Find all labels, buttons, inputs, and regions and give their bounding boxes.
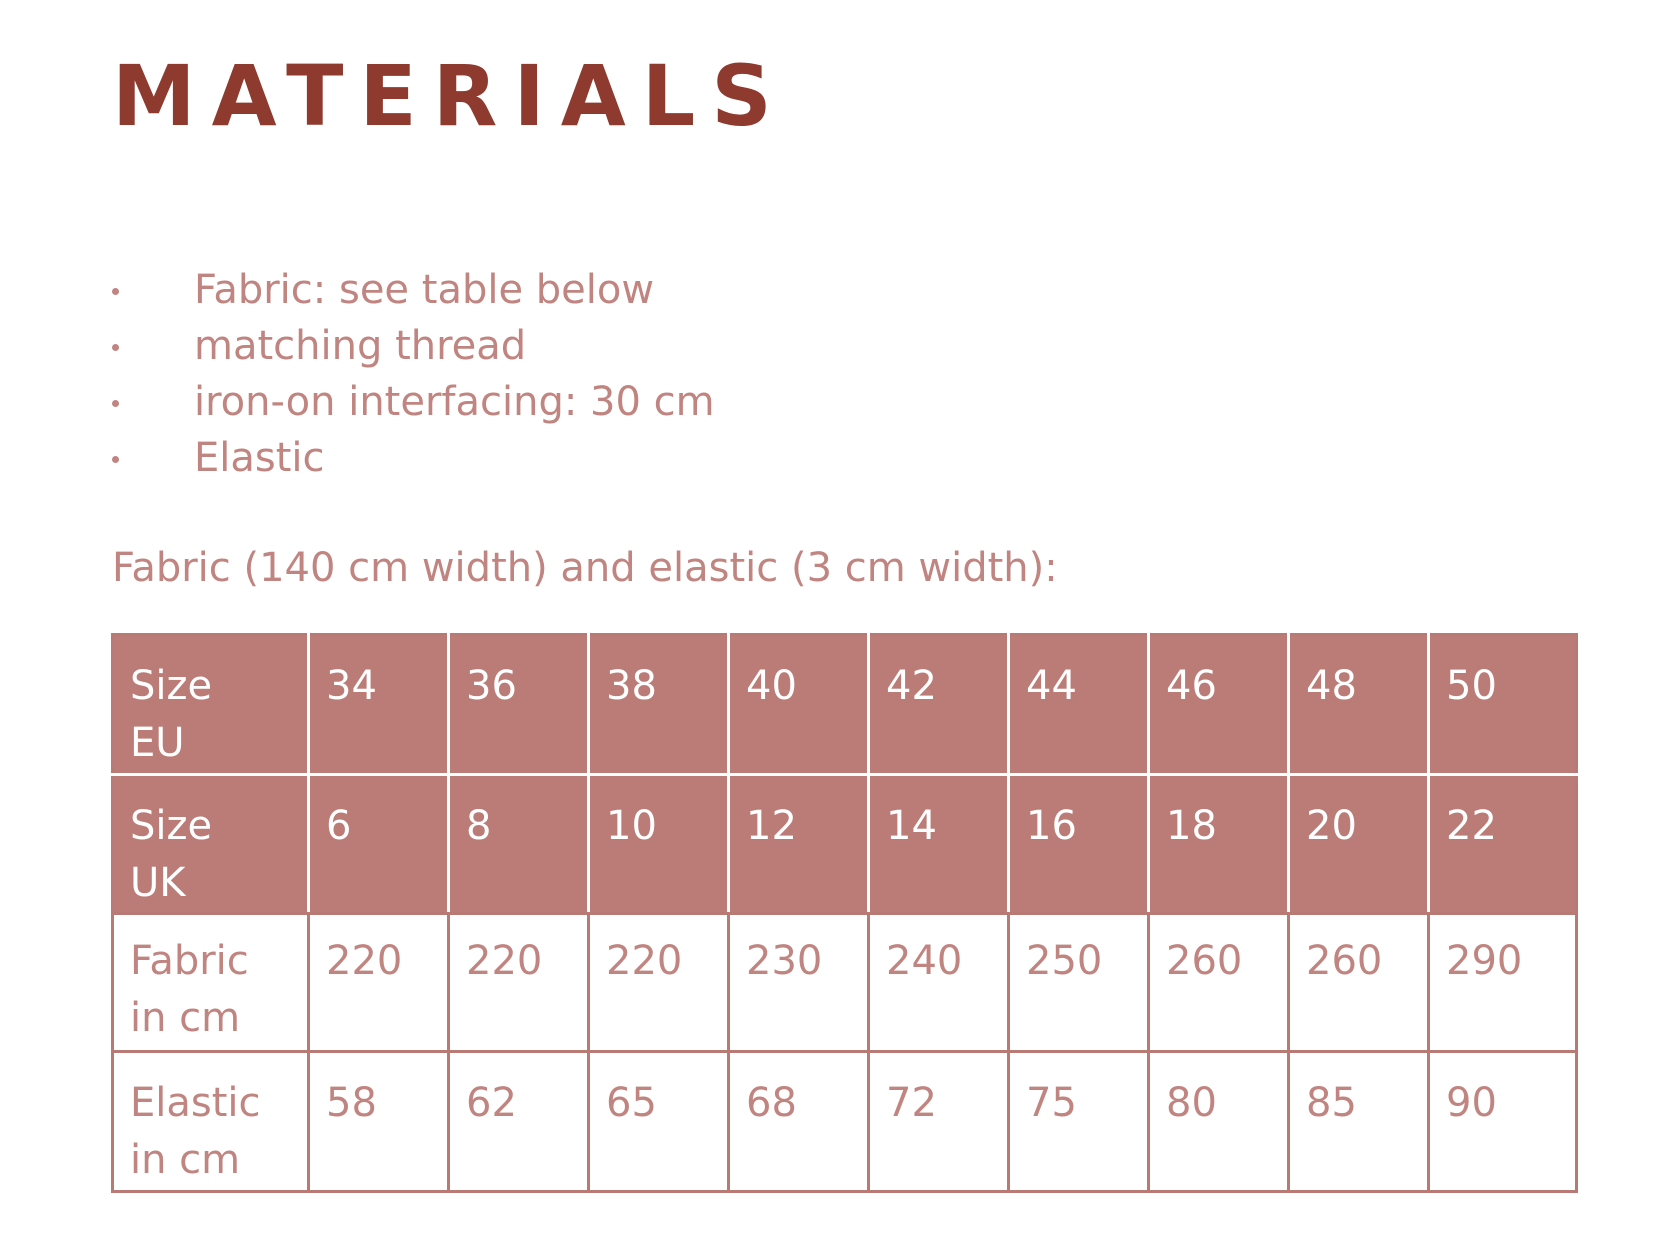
row-header-line: Size — [130, 803, 213, 849]
table-cell: 16 — [1009, 775, 1149, 914]
table-cell: 220 — [449, 914, 589, 1052]
table-cell: 62 — [449, 1052, 589, 1192]
row-header-cell — [113, 775, 309, 914]
table-cell: 72 — [869, 1052, 1009, 1192]
table-cell: 44 — [1009, 635, 1149, 775]
table-cell: 50 — [1429, 635, 1577, 775]
bullet-icon — [112, 400, 119, 407]
size-table — [111, 633, 1578, 1193]
size-table-body — [113, 635, 1577, 1192]
table-cell: 65 — [589, 1052, 729, 1192]
row-header-cell — [113, 914, 309, 1052]
table-cell: 260 — [1149, 914, 1289, 1052]
table-row-elastic — [113, 1052, 1577, 1192]
table-cell: 250 — [1009, 914, 1149, 1052]
list-item — [108, 430, 715, 486]
list-item-text: iron-on interfacing: 30 cm — [194, 379, 715, 425]
table-cell: 68 — [729, 1052, 869, 1192]
table-cell: 38 — [589, 635, 729, 775]
row-header-line: EU — [130, 720, 185, 766]
table-cell: 46 — [1149, 635, 1289, 775]
table-cell: 42 — [869, 635, 1009, 775]
list-item — [108, 374, 715, 430]
table-cell: 48 — [1289, 635, 1429, 775]
table-cell: 36 — [449, 635, 589, 775]
table-cell: 18 — [1149, 775, 1289, 914]
list-item — [108, 262, 715, 318]
table-cell: 6 — [309, 775, 449, 914]
list-item-text: matching thread — [194, 323, 527, 369]
table-cell: 10 — [589, 775, 729, 914]
list-item — [108, 318, 715, 374]
table-cell: 14 — [869, 775, 1009, 914]
row-header-cell — [113, 635, 309, 775]
table-cell: 220 — [309, 914, 449, 1052]
row-header-line: in cm — [130, 995, 241, 1041]
table-row-size-uk — [113, 775, 1577, 914]
row-header-line: Size — [130, 663, 213, 709]
table-cell: 260 — [1289, 914, 1429, 1052]
table-cell: 40 — [729, 635, 869, 775]
table-cell: 90 — [1429, 1052, 1577, 1192]
materials-list — [108, 262, 715, 486]
table-cell: 230 — [729, 914, 869, 1052]
list-item-text: Elastic — [194, 435, 325, 481]
row-header-line: UK — [130, 860, 186, 906]
list-item-text: Fabric: see table below — [194, 267, 655, 313]
row-header-cell — [113, 1052, 309, 1192]
bullet-icon — [112, 288, 119, 295]
table-cell: 290 — [1429, 914, 1577, 1052]
table-cell: 12 — [729, 775, 869, 914]
table-row-fabric — [113, 914, 1577, 1052]
table-cell: 20 — [1289, 775, 1429, 914]
row-header-line: in cm — [130, 1137, 241, 1183]
table-cell: 220 — [589, 914, 729, 1052]
bullet-icon — [112, 456, 119, 463]
table-cell: 85 — [1289, 1052, 1429, 1192]
table-row-size-eu — [113, 635, 1577, 775]
table-cell: 34 — [309, 635, 449, 775]
table-cell: 240 — [869, 914, 1009, 1052]
table-heading: Fabric (140 cm width) and elastic (3 cm width): — [112, 545, 1058, 591]
table-cell: 75 — [1009, 1052, 1149, 1192]
table-cell: 8 — [449, 775, 589, 914]
row-header-line: Fabric — [130, 938, 249, 984]
bullet-icon — [112, 344, 119, 351]
table-cell: 22 — [1429, 775, 1577, 914]
table-cell: 58 — [309, 1052, 449, 1192]
row-header-line: Elastic — [130, 1080, 261, 1126]
table-cell: 80 — [1149, 1052, 1289, 1192]
page-title: MATERIALS — [112, 47, 788, 145]
